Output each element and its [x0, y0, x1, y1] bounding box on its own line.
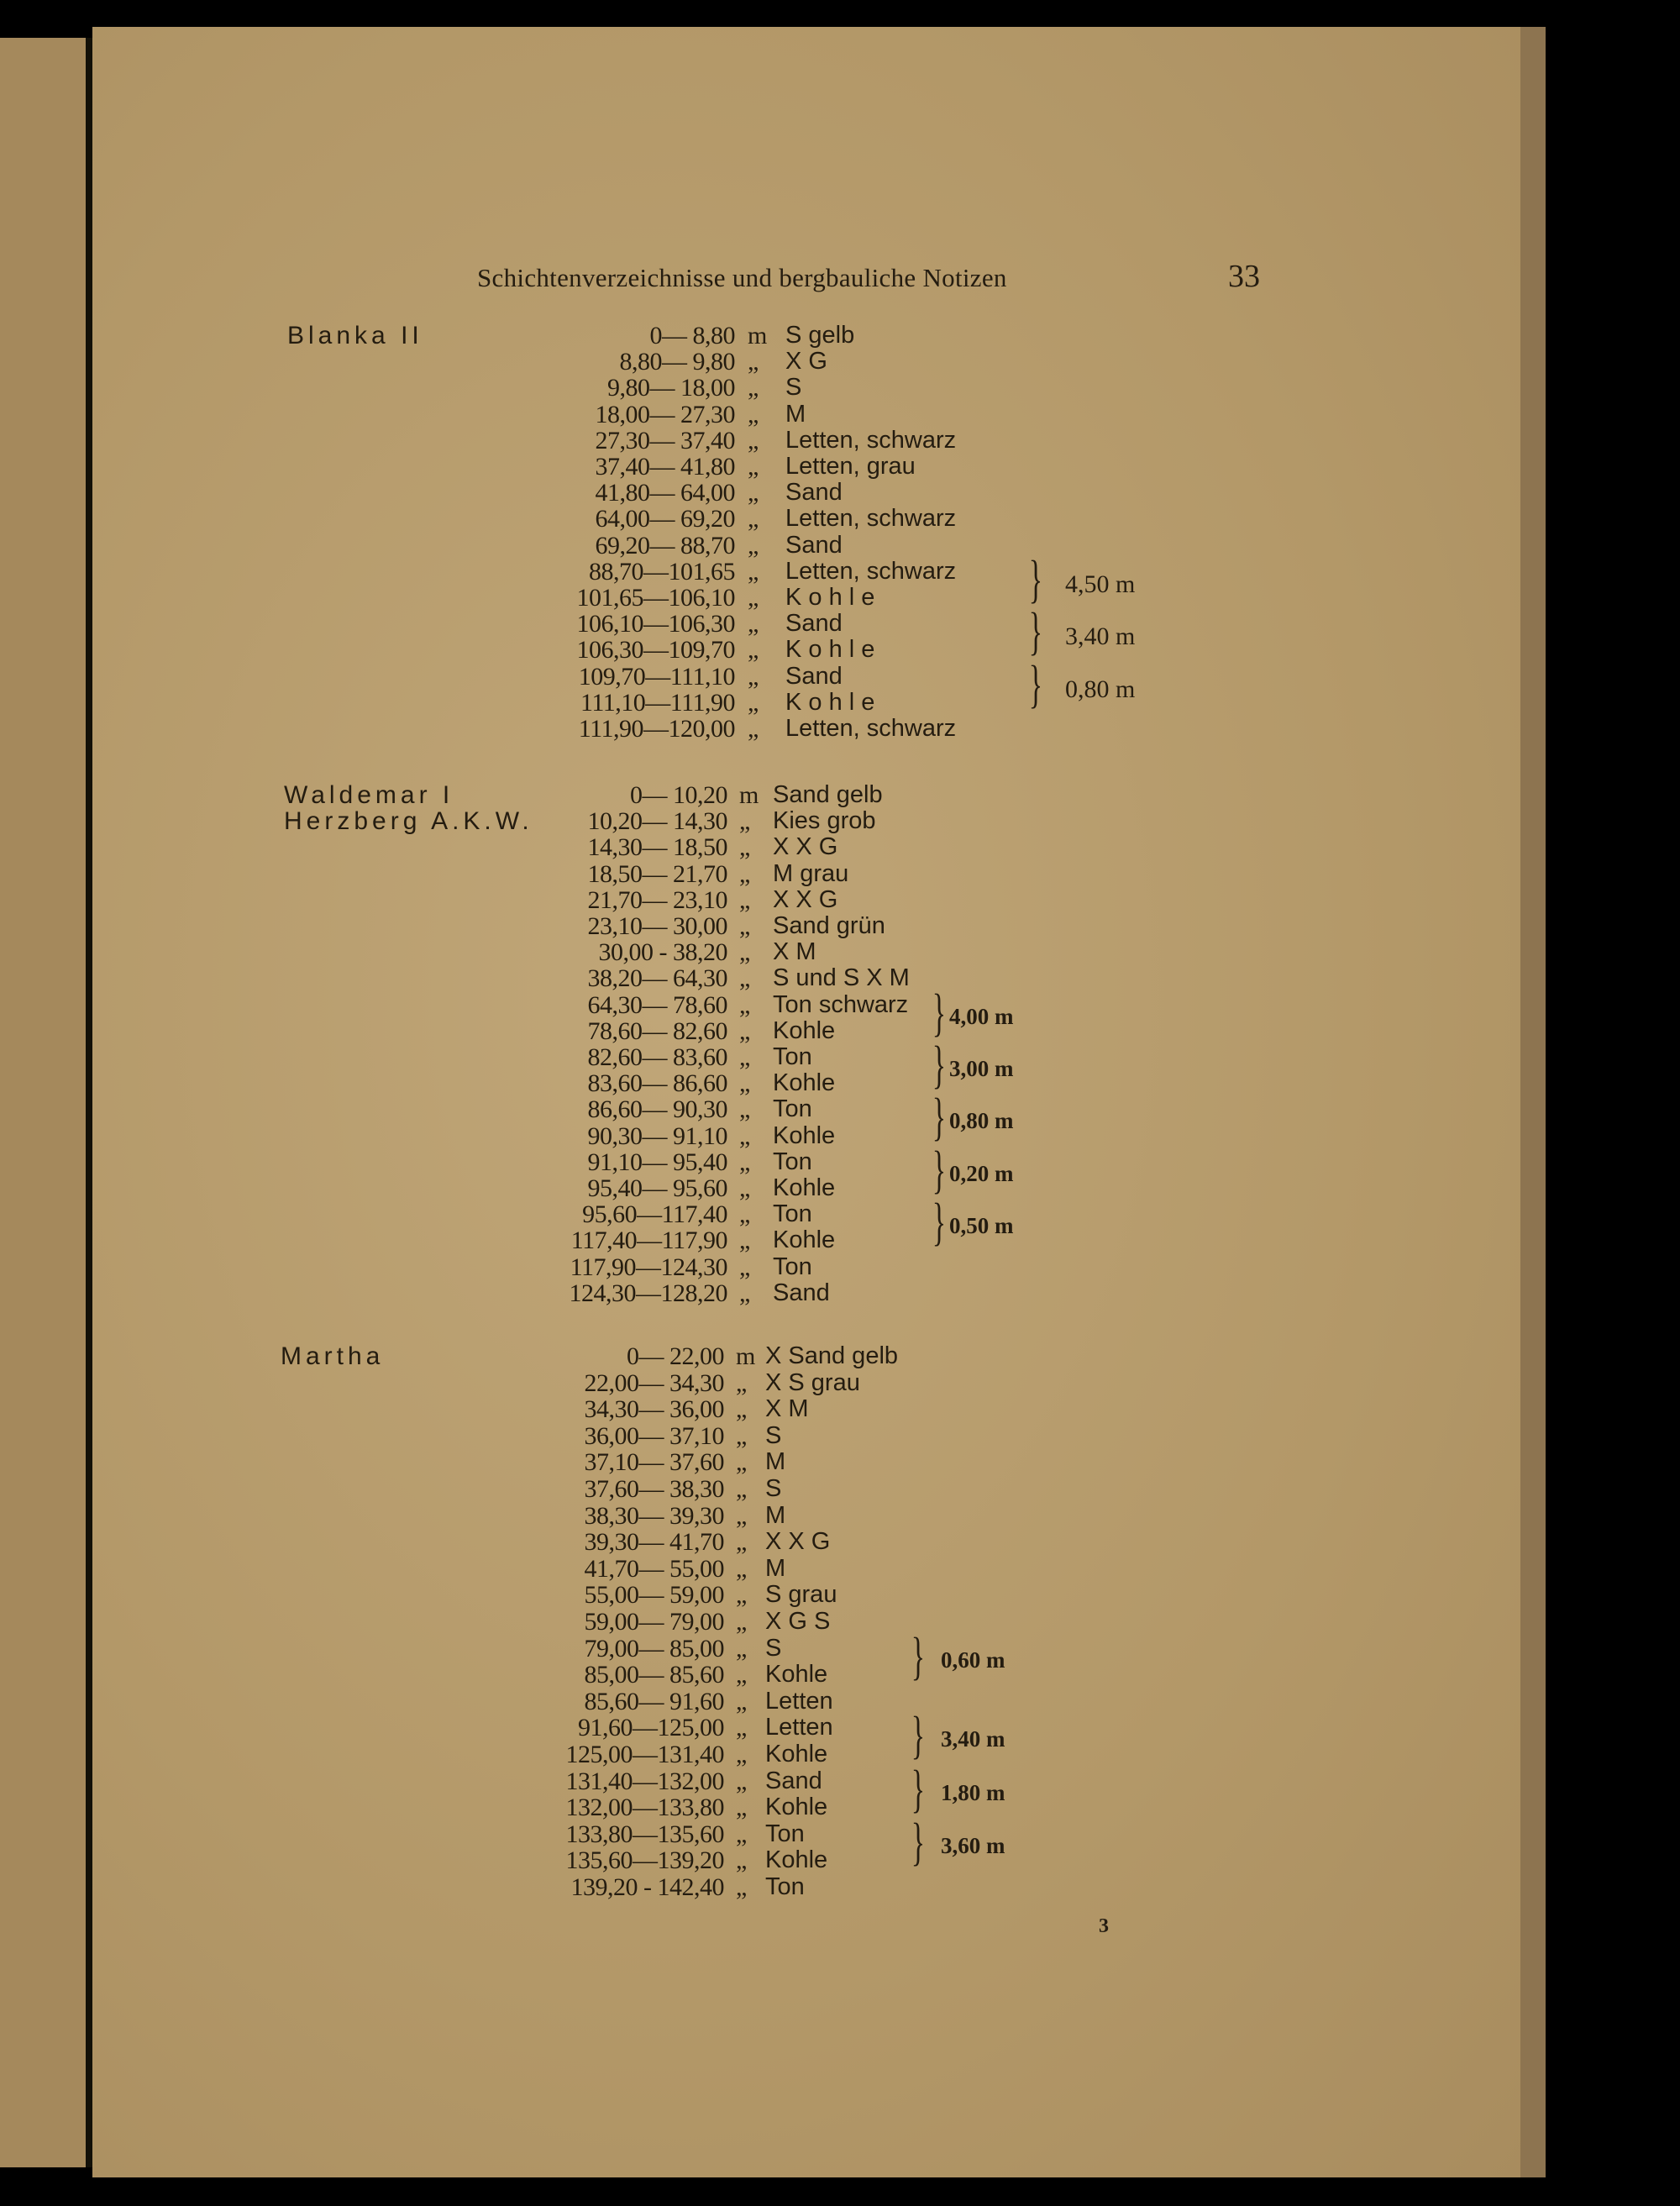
layer-material: S: [785, 374, 802, 402]
depth-range: 64,30— 78,60: [587, 990, 727, 1019]
depth-range: 0— 22,00: [627, 1342, 724, 1370]
depth-range: 9,80— 18,00: [607, 374, 735, 402]
depth-unit: „: [736, 1634, 748, 1662]
layer-material: X S grau: [765, 1368, 860, 1396]
seam-thickness: 3,60 m: [941, 1832, 1005, 1858]
depth-unit: „: [748, 531, 759, 559]
facing-page-edge: [0, 38, 86, 2167]
depth-unit: „: [736, 1421, 748, 1450]
borehole-name: Martha: [281, 1342, 385, 1370]
depth-unit: „: [736, 1368, 748, 1397]
seam-thickness: 3,00 m: [949, 1056, 1014, 1081]
seam-thickness: 0,50 m: [949, 1213, 1014, 1239]
right-brace-icon: }: [911, 1707, 926, 1765]
layer-material: S und S X M: [773, 964, 910, 992]
depth-range: 124,30—128,20: [569, 1279, 727, 1307]
depth-unit: „: [739, 1095, 751, 1124]
depth-unit: „: [748, 610, 759, 638]
depth-unit: „: [739, 1069, 751, 1098]
depth-range: 95,40— 95,60: [587, 1174, 727, 1202]
borehole-name: Waldemar I: [284, 781, 454, 809]
depth-range: 83,60— 86,60: [587, 1069, 727, 1098]
depth-range: 41,70— 55,00: [584, 1554, 724, 1583]
depth-unit: „: [748, 453, 759, 481]
depth-range: 106,30—109,70: [576, 636, 735, 664]
layer-material: X X G: [773, 833, 838, 861]
depth-unit: „: [736, 1794, 748, 1822]
layer-material: Sand: [785, 479, 843, 507]
layer-material: M grau: [773, 859, 849, 887]
depth-unit: „: [739, 833, 751, 862]
depth-range: 8,80— 9,80: [619, 348, 735, 376]
depth-unit: „: [739, 885, 751, 914]
depth-unit: „: [739, 1200, 751, 1229]
depth-range: 41,80— 64,00: [595, 479, 735, 507]
right-brace-icon: }: [932, 1089, 947, 1147]
depth-range: 133,80—135,60: [565, 1820, 724, 1848]
depth-range: 59,00— 79,00: [584, 1608, 724, 1636]
depth-unit: „: [748, 688, 759, 717]
depth-range: 18,00— 27,30: [595, 400, 735, 428]
layer-material: X G: [785, 348, 827, 376]
depth-range: 37,60— 38,30: [584, 1475, 724, 1503]
seam-thickness: 0,60 m: [941, 1647, 1005, 1673]
depth-range: 36,00— 37,10: [584, 1421, 724, 1450]
layer-material: Sand: [773, 1279, 830, 1306]
depth-unit: „: [739, 938, 751, 967]
depth-range: 82,60— 83,60: [587, 1043, 727, 1071]
depth-range: 91,10— 95,40: [587, 1148, 727, 1176]
right-brace-icon: }: [932, 984, 947, 1042]
depth-unit: „: [736, 1501, 748, 1530]
layer-material: Ton: [773, 1148, 812, 1175]
depth-unit: „: [736, 1714, 748, 1742]
layer-material: K o h l e: [785, 584, 875, 611]
layer-material: M: [765, 1501, 786, 1529]
layer-material: K o h l e: [785, 636, 875, 664]
depth-range: 85,00— 85,60: [584, 1661, 724, 1689]
depth-unit: „: [748, 636, 759, 664]
layer-material: S gelb: [785, 322, 855, 349]
depth-range: 85,60— 91,60: [584, 1687, 724, 1715]
depth-unit: „: [736, 1661, 748, 1689]
depth-range: 64,00— 69,20: [595, 505, 735, 533]
depth-range: 111,90—120,00: [578, 715, 735, 743]
depth-unit: „: [748, 715, 759, 743]
depth-range: 117,40—117,90: [570, 1226, 727, 1255]
depth-range: 135,60—139,20: [565, 1846, 724, 1875]
depth-range: 109,70—111,10: [578, 662, 735, 691]
depth-unit: „: [736, 1820, 748, 1848]
right-brace-icon: }: [911, 1627, 926, 1685]
layer-material: Kohle: [765, 1794, 828, 1821]
layer-material: Letten, schwarz: [785, 426, 957, 454]
depth-unit: „: [736, 1395, 748, 1424]
layer-material: S: [765, 1475, 782, 1502]
depth-range: 90,30— 91,10: [587, 1121, 727, 1150]
depth-range: 132,00—133,80: [565, 1794, 724, 1822]
depth-unit: „: [748, 662, 759, 691]
depth-unit: „: [739, 1043, 751, 1071]
layer-material: Ton: [773, 1200, 812, 1228]
depth-range: 139,20 - 142,40: [570, 1873, 724, 1901]
layer-material: Sand grün: [773, 912, 885, 939]
depth-unit: „: [736, 1846, 748, 1875]
depth-range: 14,30— 18,50: [587, 833, 727, 862]
layer-material: X X G: [773, 885, 838, 913]
seam-thickness: 4,00 m: [949, 1003, 1014, 1029]
right-brace-icon: }: [911, 1813, 926, 1871]
depth-range: 95,60—117,40: [582, 1200, 727, 1229]
right-brace-icon: }: [1028, 655, 1043, 713]
depth-range: 38,20— 64,30: [587, 964, 727, 993]
depth-unit: „: [748, 505, 759, 533]
layer-material: S grau: [765, 1581, 837, 1609]
running-header: Schichtenverzeichnisse und bergbauliche Notizen: [477, 263, 1007, 292]
depth-range: 125,00—131,40: [565, 1741, 724, 1768]
layer-material: K o h l e: [785, 688, 875, 716]
depth-unit: „: [739, 1148, 751, 1176]
depth-unit: „: [739, 1226, 751, 1255]
seam-thickness: 0,80 m: [1065, 675, 1136, 703]
layer-material: Kohle: [773, 1121, 836, 1149]
depth-unit: „: [748, 584, 759, 612]
depth-unit: „: [739, 912, 751, 940]
page-edge: [1520, 27, 1546, 2177]
right-brace-icon: }: [1028, 550, 1043, 608]
depth-unit: „: [739, 1121, 751, 1150]
layer-material: Letten, grau: [785, 453, 916, 480]
page-number: 33: [1228, 259, 1260, 294]
layer-material: Letten, schwarz: [785, 557, 957, 585]
depth-unit: „: [748, 426, 759, 454]
depth-unit: „: [736, 1741, 748, 1768]
depth-unit: „: [748, 479, 759, 507]
depth-range: 39,30— 41,70: [584, 1528, 724, 1557]
seam-thickness: 4,50 m: [1065, 570, 1136, 598]
borehole-name: Herzberg A.K.W.: [284, 807, 533, 836]
right-brace-icon: }: [932, 1141, 947, 1199]
depth-range: 21,70— 23,10: [587, 885, 727, 914]
depth-range: 106,10—106,30: [576, 610, 735, 638]
depth-unit: „: [739, 859, 751, 888]
layer-material: Letten: [765, 1687, 833, 1715]
seam-thickness: 3,40 m: [941, 1726, 1005, 1752]
layer-material: M: [785, 400, 806, 428]
depth-unit: „: [739, 964, 751, 993]
layer-material: Kohle: [773, 1226, 836, 1254]
depth-range: 23,10— 30,00: [587, 912, 727, 940]
layer-material: Kohle: [765, 1741, 828, 1767]
layer-material: Kies grob: [773, 807, 876, 835]
layer-material: Ton: [773, 1095, 812, 1123]
depth-range: 101,65—106,10: [576, 584, 735, 612]
depth-unit: m: [736, 1342, 756, 1370]
depth-range: 69,20— 88,70: [595, 531, 735, 559]
depth-range: 111,10—111,90: [580, 688, 735, 717]
right-brace-icon: }: [1028, 603, 1043, 661]
right-brace-icon: }: [932, 1194, 947, 1252]
depth-unit: „: [736, 1554, 748, 1583]
depth-unit: „: [736, 1767, 748, 1795]
depth-unit: „: [736, 1687, 748, 1715]
depth-range: 88,70—101,65: [589, 557, 735, 586]
depth-unit: „: [748, 348, 759, 376]
layer-material: Letten, schwarz: [785, 715, 957, 742]
signature-mark: 3: [1099, 1915, 1109, 1937]
depth-unit: m: [748, 322, 768, 349]
depth-range: 86,60— 90,30: [587, 1095, 727, 1124]
layer-material: X Sand gelb: [765, 1342, 899, 1369]
layer-material: Sand: [785, 531, 843, 559]
depth-unit: „: [739, 1174, 751, 1202]
layer-material: M: [765, 1448, 786, 1476]
depth-unit: m: [739, 781, 759, 809]
seam-thickness: 1,80 m: [941, 1779, 1005, 1805]
layer-material: Ton: [765, 1873, 805, 1900]
depth-range: 18,50— 21,70: [587, 859, 727, 888]
depth-range: 79,00— 85,00: [584, 1634, 724, 1662]
depth-unit: „: [736, 1608, 748, 1636]
depth-unit: „: [739, 1253, 751, 1281]
depth-unit: „: [736, 1873, 748, 1901]
layer-material: Kohle: [773, 1069, 836, 1097]
layer-material: S: [765, 1634, 782, 1662]
seam-thickness: 0,80 m: [949, 1108, 1014, 1134]
layer-material: M: [765, 1554, 786, 1582]
depth-range: 30,00 - 38,20: [598, 938, 727, 967]
layer-material: Kohle: [765, 1846, 828, 1874]
depth-unit: „: [736, 1581, 748, 1610]
depth-unit: „: [739, 1016, 751, 1045]
depth-range: 10,20— 14,30: [587, 807, 727, 836]
borehole-name: Blanka II: [287, 322, 423, 349]
seam-thickness: 3,40 m: [1065, 622, 1136, 651]
depth-range: 27,30— 37,40: [595, 426, 735, 454]
depth-unit: „: [748, 400, 759, 428]
layer-material: X M: [765, 1395, 809, 1423]
layer-material: Kohle: [773, 1016, 836, 1044]
layer-material: Ton: [773, 1253, 812, 1280]
depth-unit: „: [739, 990, 751, 1019]
layer-material: X M: [773, 938, 816, 966]
depth-range: 55,00— 59,00: [584, 1581, 724, 1610]
depth-unit: „: [736, 1528, 748, 1557]
depth-range: 37,40— 41,80: [595, 453, 735, 481]
right-brace-icon: }: [932, 1037, 947, 1094]
right-brace-icon: }: [911, 1760, 926, 1818]
layer-material: Sand: [765, 1767, 822, 1794]
depth-range: 78,60— 82,60: [587, 1016, 727, 1045]
depth-range: 0— 10,20: [630, 781, 727, 809]
depth-unit: „: [739, 807, 751, 836]
layer-material: Letten, schwarz: [785, 505, 957, 533]
depth-range: 91,60—125,00: [578, 1714, 724, 1742]
seam-thickness: 0,20 m: [949, 1160, 1014, 1186]
depth-range: 22,00— 34,30: [584, 1368, 724, 1397]
layer-material: Letten: [765, 1714, 833, 1741]
depth-unit: „: [748, 557, 759, 586]
depth-unit: „: [739, 1279, 751, 1307]
layer-material: Ton: [765, 1820, 805, 1847]
depth-range: 34,30— 36,00: [584, 1395, 724, 1424]
depth-range: 0— 8,80: [649, 322, 735, 349]
layer-material: Kohle: [773, 1174, 836, 1201]
layer-material: S: [765, 1421, 782, 1449]
layer-material: X G S: [765, 1608, 831, 1635]
layer-material: Sand gelb: [773, 781, 883, 808]
layer-material: Sand: [785, 610, 843, 638]
depth-range: 117,90—124,30: [570, 1253, 727, 1281]
layer-material: Kohle: [765, 1661, 828, 1689]
layer-material: Ton schwarz: [773, 990, 909, 1018]
depth-unit: „: [736, 1475, 748, 1503]
depth-range: 37,10— 37,60: [584, 1448, 724, 1477]
depth-unit: „: [748, 374, 759, 402]
layer-material: X X G: [765, 1528, 831, 1556]
depth-unit: „: [736, 1448, 748, 1477]
depth-range: 131,40—132,00: [565, 1767, 724, 1795]
layer-material: Ton: [773, 1043, 812, 1070]
layer-material: Sand: [785, 662, 843, 690]
depth-range: 38,30— 39,30: [584, 1501, 724, 1530]
